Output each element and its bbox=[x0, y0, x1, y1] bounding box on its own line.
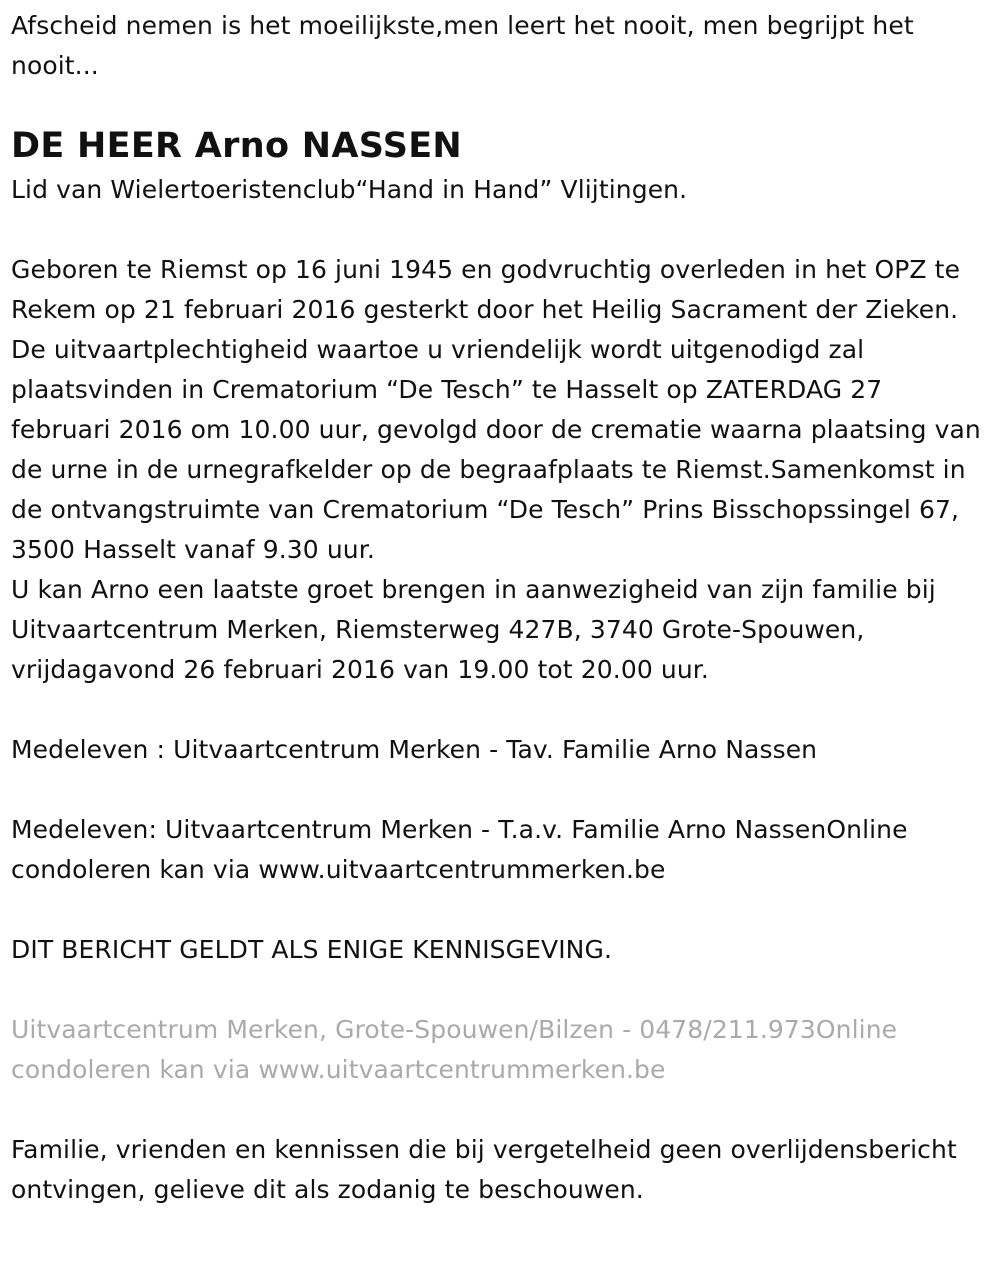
spacer bbox=[11, 1090, 988, 1130]
condolences-text-1: Medeleven : Uitvaartcentrum Merken - Tav. Familie Arno Nassen bbox=[11, 735, 818, 764]
spacer bbox=[11, 210, 988, 250]
closing-text: Familie, vrienden en kennissen die bij vergetelheid geen overlijdensbericht ontvingen, gelieve dit als zodanig te beschouwen. bbox=[11, 1135, 957, 1204]
deceased-name: DE HEER Arno NASSEN bbox=[11, 126, 463, 166]
spacer bbox=[11, 770, 988, 810]
birth-death-text: Geboren te Riemst op 16 juni 1945 en godvruchtig overleden in het OPZ te Rekem op 21 februari 2016 gesterkt door het Heilig Sacrament der Zieken. bbox=[11, 255, 961, 324]
membership-text: Lid van Wielertoeristenclub“Hand in Hand” Vlijtingen. bbox=[11, 175, 688, 204]
spacer bbox=[11, 890, 988, 930]
spacer bbox=[11, 690, 988, 730]
visitation-text: U kan Arno een laatste groet brengen in aanwezigheid van zijn familie bij Uitvaartcentrum Merken, Riemsterweg 427B, 3740 Grote-Spouwen, vrijdagavond 26 februari 2016 van 19.00 tot 20.00 uur. bbox=[11, 575, 936, 684]
intro-text: Afscheid nemen is het moeilijkste,men leert het nooit, men begrijpt het nooit... bbox=[11, 11, 914, 80]
condolences-text-2: Medeleven: Uitvaartcentrum Merken - T.a.v. Familie Arno NassenOnline condoleren kan via www.uitvaartcentrummerken.be bbox=[11, 815, 908, 884]
notice-text: DIT BERICHT GELDT ALS ENIGE KENNISGEVING. bbox=[11, 935, 612, 964]
funeral-home-text: Uitvaartcentrum Merken, Grote-Spouwen/Bilzen - 0478/211.973Online condoleren kan via www.uitvaartcentrummerken.be bbox=[11, 1015, 898, 1084]
ceremony-text: De uitvaartplechtigheid waartoe u vriendelijk wordt uitgenodigd zal plaatsvinden in Crematorium “De Tesch” te Hasselt op ZATERDAG 27 februari 2016 om 10.00 uur, gevolgd door de crematie waarna plaatsing van de urne in de urnegrafkelder op de begraafplaats te Riemst.Samenkomst in de ontvangstruimte van Crematorium “De Tesch” Prins Bisschopssingel 67, 3500 Hasselt vanaf 9.30 uur. bbox=[11, 335, 981, 564]
spacer bbox=[11, 970, 988, 1010]
